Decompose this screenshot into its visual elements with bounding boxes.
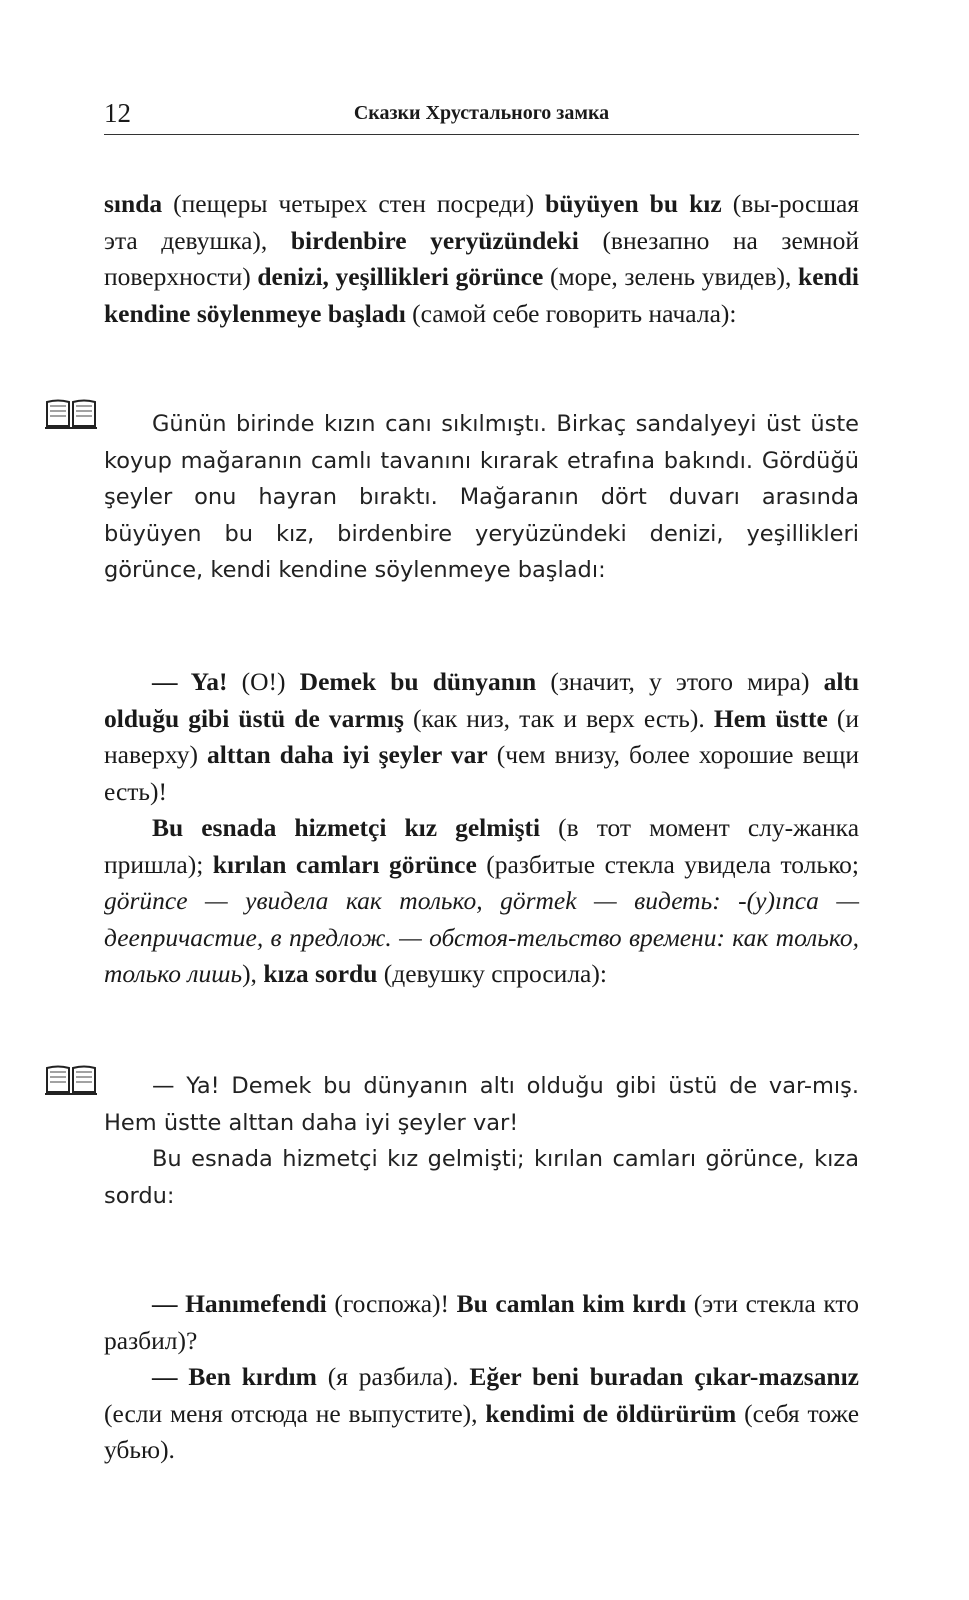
russian-gloss: (себя тоже убью).	[104, 1398, 860, 1464]
turkish-phrase: Hem üstte	[713, 703, 828, 733]
turkish-original-2	[104, 1068, 859, 1214]
turkish-original-1	[104, 406, 859, 589]
turkish-phrase: — Ben kırdım	[152, 1362, 317, 1391]
turkish-phrase: — Hanımefendi	[152, 1289, 327, 1318]
russian-gloss: (вы-росшая эта девушка),	[104, 189, 859, 255]
grammar-note: görünce — увидела как только, görmek — видеть: -(y)ınca — деепричастие, в предлож. — обстоя-тельство времени: как только, только лишь	[104, 886, 859, 988]
turkish-text: Günün birinde kızın canı sıkılmıştı. Birkaç sandalyeyi üst üste koyup mağaranın camlı tavanını kırarak etrafına bakındı. Gördüğü şeyler onu hayran bıraktı. Mağaranın dört duvarı arasında büyüyen bu kız, birdenbire yeryüzündeki denizi, yeşillikleri görünce, kendi kendine söylenmeye başladı:	[104, 411, 859, 583]
turkish-text: — Ya! Demek bu dünyanın altı olduğu gibi üstü de var-mış. Hem üstte alttan daha iyi şeyler var!	[104, 1073, 859, 1136]
russian-gloss: (в тот момент слу-жанка пришла);	[104, 813, 860, 879]
open-book-icon	[44, 1064, 98, 1096]
page-number: 12	[104, 98, 131, 128]
turkish-phrase: altı olduğu gibi üstü de varmış	[104, 667, 860, 733]
russian-gloss: (эти стекла кто разбил)?	[104, 1289, 859, 1355]
turkish-phrase: Eğer beni buradan çıkar-mazsanız	[469, 1362, 859, 1391]
annotated-paragraph-4	[104, 1286, 859, 1469]
turkish-phrase: alttan daha iyi şeyler var	[206, 740, 488, 769]
turkish-phrase: kendi kendine söylenmeye başladı	[104, 262, 859, 328]
turkish-phrase: kendimi de öldürürüm	[485, 1398, 737, 1428]
russian-gloss: (внезапно на земной поверхности)	[104, 225, 859, 291]
turkish-phrase: kıza sordu	[263, 959, 378, 988]
russian-gloss: ),	[242, 959, 264, 988]
turkish-phrase: Demek bu dünyanın	[299, 667, 537, 696]
annotated-paragraph-5	[104, 1359, 859, 1469]
turkish-phrase: — Ya!	[152, 667, 228, 696]
russian-gloss: (значит, у этого мира)	[536, 667, 824, 696]
turkish-phrase: denizi, yeşillikleri görünce	[257, 262, 544, 291]
annotated-paragraph-2	[104, 664, 859, 993]
russian-gloss: (как низ, так и верх есть).	[403, 703, 714, 733]
turkish-phrase: Bu camlan kim kırdı	[456, 1289, 687, 1318]
russian-gloss: (если меня отсюда не выпустите),	[104, 1398, 486, 1428]
russian-gloss: (я разбила).	[316, 1362, 470, 1391]
russian-gloss: (и наверху)	[104, 703, 859, 769]
running-title: Сказки Хрустального замка	[353, 102, 610, 124]
russian-gloss: (госпожа)!	[326, 1289, 457, 1318]
russian-gloss: (чем внизу, более хорошие вещи есть)!	[104, 740, 859, 806]
russian-gloss: (О!)	[227, 667, 300, 696]
turkish-phrase: sında	[104, 189, 163, 218]
russian-gloss: (разбитые стекла увидела только;	[476, 849, 859, 879]
turkish-phrase: birdenbire yeryüzündeki	[290, 225, 579, 255]
russian-gloss: (девушку спросила):	[377, 959, 607, 988]
russian-gloss: (пещеры четырех стен посреди)	[162, 189, 546, 218]
turkish-phrase: büyüyen bu kız	[545, 189, 722, 218]
turkish-text: Bu esnada hizmetçi kız gelmişti; kırılan camları görünce, kıza sordu:	[104, 1146, 859, 1209]
annotated-paragraph-3	[104, 810, 859, 993]
open-book-icon	[44, 398, 98, 430]
russian-gloss: (самой себе говорить начала):	[405, 298, 737, 328]
annotated-paragraph-1	[104, 186, 859, 332]
turkish-phrase: kırılan camları görünce	[212, 849, 477, 879]
turkish-phrase: Bu esnada hizmetçi kız gelmişti	[152, 813, 541, 842]
page-header	[104, 96, 859, 136]
russian-gloss: (море, зелень увидев),	[543, 262, 799, 291]
header-rule	[104, 134, 859, 135]
